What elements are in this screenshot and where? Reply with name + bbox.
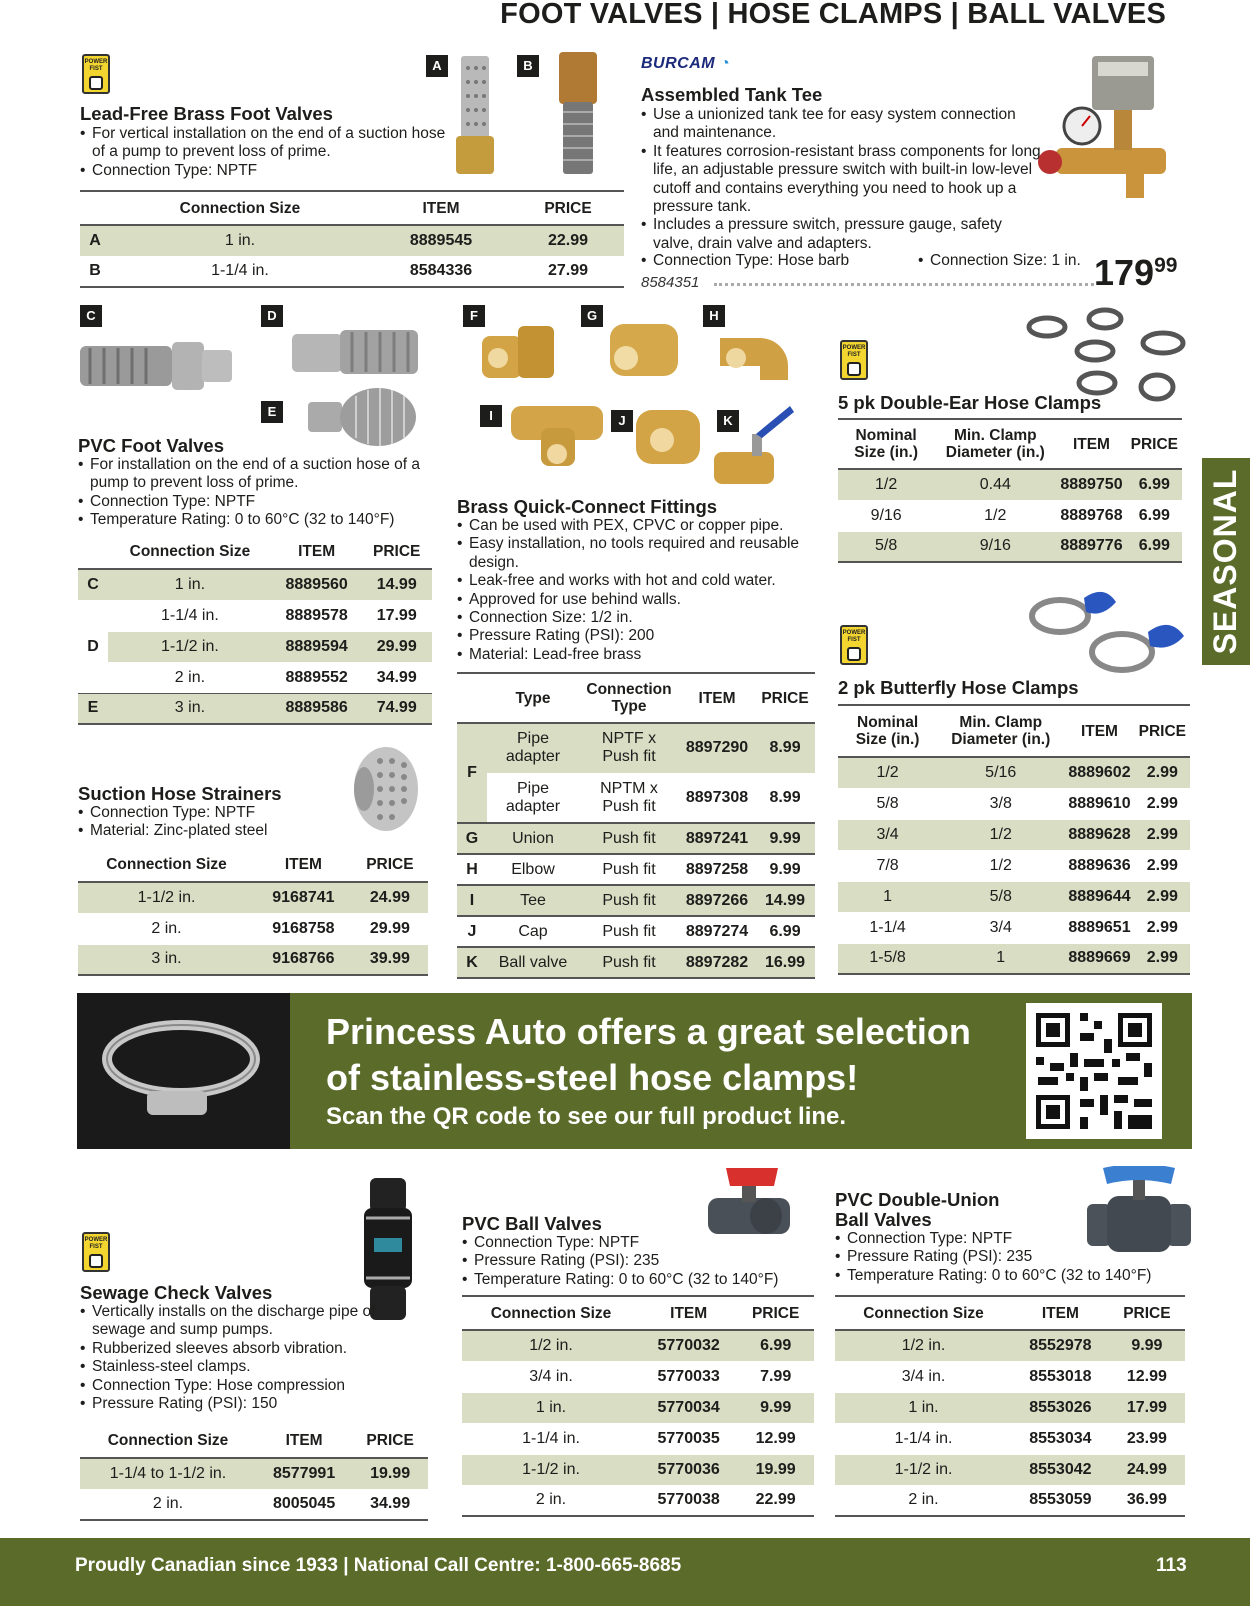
- fitting-h-image: [716, 328, 792, 382]
- pvc-foot-table: Connection Size ITEM PRICE C 1 in. 8889560 14.99 1-1/4 in. 8889578 17.99 D 1-1/2 in. 8889594 29.99 2 in. 8889552 34.99 E 3 in. 8889586 74.99: [78, 535, 432, 725]
- table-row: 5/8 9/16 8889776 6.99: [838, 531, 1182, 562]
- strainers-table: Connection Size ITEM PRICE 1-1/2 in. 9168741 24.99 2 in. 9168758 29.99 3 in. 9168766 39.99: [78, 848, 428, 976]
- table-row: F Pipe adapter NPTF x Push fit 8897290 8.99: [457, 723, 815, 773]
- table-row: K Ball valve Push fit 8897282 16.99: [457, 947, 815, 978]
- section-tab-seasonal[interactable]: [1202, 458, 1250, 665]
- double-ear-table: Nominal Size (in.) Min. Clamp Diameter (in.) ITEM PRICE 1/2 0.44 8889750 6.99 9/16 1/2 8889768 6.99 5/8 9/16 8889776 6.99: [838, 418, 1182, 563]
- table-row: 1-5/8 1 8889669 2.99: [838, 943, 1190, 974]
- label-i: I: [480, 405, 502, 427]
- table-row: 1 in. 5770034 9.99: [462, 1392, 814, 1423]
- quick-table: Type Connection Type ITEM PRICE F Pipe adapter NPTF x Push fit 8897290 8.99 Pipe adapter NPTM x Push fit 8897308 8.99 G Union Push fit 8897241 9.99 H Elbow Push fit 8897258 9.99 I Tee Push fit 8897266 14.99 J Cap Push fit 8897274 6.99 K Ball valve Push fit 8897282 16.99: [457, 672, 815, 979]
- table-row: 1-1/2 in. 9168741 24.99: [78, 882, 428, 913]
- promo-banner[interactable]: [77, 993, 1192, 1149]
- table-row: 1/2 in. 8552978 9.99: [835, 1330, 1185, 1361]
- table-row: 1-1/4 in. 8553034 23.99: [835, 1423, 1185, 1454]
- label-f: F: [463, 305, 485, 327]
- banner-subline: Scan the QR code to see our full product line.: [326, 1103, 847, 1130]
- table-row: 3 in. 9168766 39.99: [78, 944, 428, 975]
- power-fist-logo: POWER FIST: [82, 54, 110, 94]
- brass-foot-table: Connection Size ITEM PRICE A 1 in. 8889545 22.99 B 1-1/4 in. 8584336 27.99: [80, 190, 624, 288]
- tank-tee-conn-size: • Connection Size: 1 in.: [918, 252, 1098, 270]
- table-row: 1-1/4 3/4 8889651 2.99: [838, 912, 1190, 943]
- tank-tee-price: $179^{99}$: [1094, 252, 1178, 293]
- power-fist-logo: POWER FIST: [840, 340, 868, 380]
- butterfly-clamps-image: [1024, 588, 1192, 688]
- table-row: 1-1/4 in. 5770035 12.99: [462, 1423, 814, 1454]
- table-row: 7/8 1/2 8889636 2.99: [838, 850, 1190, 881]
- label-h: H: [703, 305, 725, 327]
- table-row: 2 in. 8553059 36.99: [835, 1485, 1185, 1516]
- sewage-bullets: • Vertically installs on the discharge pipe of sewage and sump pumps. • Rubberized sleeves absorb vibration. • Stainless-steel clamps. • Connection Type: Hose compression • Pressure Rating (PSI): 150: [80, 1303, 380, 1413]
- sewage-title: Sewage Check Valves: [80, 1282, 273, 1303]
- section-tab-label: SEASONAL: [1207, 468, 1243, 655]
- fitting-f-image: [478, 322, 558, 388]
- table-row: 5/8 3/8 8889610 2.99: [838, 788, 1190, 819]
- table-row: 2 in. 8005045 34.99: [80, 1489, 428, 1520]
- pvc-foot-bullets: • For installation on the end of a suction hose of a pump to prevent loss of prime. • Connection Type: NPTF • Temperature Rating: 0 to 60°C (32 to 140°F): [78, 456, 438, 530]
- table-row: H Elbow Push fit 8897258 9.99: [457, 854, 815, 885]
- page-number: 113: [1156, 1555, 1187, 1576]
- label-a: A: [426, 55, 448, 77]
- fitting-j-image: [632, 406, 704, 468]
- label-c: C: [80, 305, 102, 327]
- brass-foot-title: Lead-Free Brass Foot Valves: [80, 103, 333, 124]
- table-row: 3/4 1/2 8889628 2.99: [838, 819, 1190, 850]
- brass-foot-bullets: • For vertical installation on the end of a suction hose of a pump to prevent loss of prime. • Connection Type: NPTF: [80, 125, 452, 180]
- table-row: 1/2 0.44 8889750 6.99: [838, 469, 1182, 500]
- label-k: K: [717, 410, 739, 432]
- table-row: 1-1/2 in. 5770036 19.99: [462, 1454, 814, 1485]
- qr-code-icon[interactable]: [1026, 1003, 1162, 1139]
- strainers-bullets: • Connection Type: NPTF • Material: Zinc-plated steel: [78, 804, 358, 841]
- butterfly-title: 2 pk Butterfly Hose Clamps: [838, 677, 1079, 698]
- tank-tee-conn-type: • Connection Type: Hose barb: [641, 252, 921, 270]
- page-title: FOOT VALVES | HOSE CLAMPS | BALL VALVES: [500, 0, 1166, 30]
- double-ear-title: 5 pk Double-Ear Hose Clamps: [838, 392, 1102, 413]
- hose-clamp-photo: [77, 993, 290, 1149]
- tank-tee-image: [1036, 52, 1174, 202]
- table-row: 1-1/2 in. 8553042 24.99: [835, 1454, 1185, 1485]
- pvc-ball-valve-image: [706, 1164, 792, 1238]
- tank-tee-item: 8584351: [641, 274, 700, 291]
- table-row: 2 in. 9168758 29.99: [78, 913, 428, 944]
- brass-foot-valve-b-image: [553, 52, 603, 176]
- table-row: 1-1/4 to 1-1/2 in. 8577991 19.99: [80, 1458, 428, 1489]
- tank-tee-title: Assembled Tank Tee: [641, 84, 823, 105]
- brass-foot-valve-a-image: [452, 52, 498, 176]
- table-row: 3/4 in. 5770033 7.99: [462, 1361, 814, 1392]
- price-leader-dots: [714, 283, 1094, 286]
- strainers-title: Suction Hose Strainers: [78, 783, 282, 804]
- pvc-ball-table: Connection Size ITEM PRICE 1/2 in. 5770032 6.99 3/4 in. 5770033 7.99 1 in. 5770034 9.99 1-1/4 in. 5770035 12.99 1-1/2 in. 5770036 19.99 2 in. 5770038 22.99: [462, 1295, 814, 1517]
- page-footer: [0, 1538, 1250, 1606]
- pvc-foot-valve-c-image: [80, 336, 232, 394]
- pvc-union-bullets: • Connection Type: NPTF • Pressure Rating (PSI): 235 • Temperature Rating: 0 to 60°C (32 to 140°F): [835, 1230, 1195, 1285]
- table-row: I Tee Push fit 8897266 14.99: [457, 885, 815, 916]
- label-j: J: [611, 410, 633, 432]
- footer-text: Proudly Canadian since 1933 | National Call Centre: 1-800-665-8685: [75, 1555, 682, 1576]
- table-row: Pipe adapter NPTM x Push fit 8897308 8.99: [457, 773, 815, 823]
- pvc-foot-valve-e-image: [308, 386, 416, 448]
- tank-tee-bullets: • Use a unionized tank tee for easy system connection and maintenance. • It features corrosion-resistant brass components for long life, an adjustable pressure switch with built-in low-level cutoff and contains everything you need to hook up a pressure tank. • Includes a pressure switch, pressure gauge, safety valve, drain valve and adapters.: [641, 106, 1041, 253]
- table-row: 9/16 1/2 8889768 6.99: [838, 500, 1182, 531]
- fitting-g-image: [604, 314, 684, 386]
- table-row: 2 in. 5770038 22.99: [462, 1485, 814, 1516]
- table-row: E 3 in. 8889586 74.99: [78, 693, 432, 724]
- label-d: D: [261, 305, 283, 327]
- burcam-logo: BURCAM ◔: [641, 55, 731, 72]
- pvc-ball-title: PVC Ball Valves: [462, 1213, 602, 1234]
- fitting-i-image: [509, 398, 605, 468]
- table-row: 1/2 5/16 8889602 2.99: [838, 757, 1190, 788]
- label-g: G: [581, 305, 603, 327]
- table-row: G Union Push fit 8897241 9.99: [457, 823, 815, 854]
- sewage-table: Connection Size ITEM PRICE 1-1/4 to 1-1/2 in. 8577991 19.99 2 in. 8005045 34.99: [80, 1424, 428, 1521]
- fitting-k-image: [712, 400, 796, 496]
- table-row: 2 in. 8889552 34.99: [78, 662, 432, 693]
- label-b: B: [517, 55, 539, 77]
- pvc-union-table: Connection Size ITEM PRICE 1/2 in. 8552978 9.99 3/4 in. 8553018 12.99 1 in. 8553026 17.99 1-1/4 in. 8553034 23.99 1-1/2 in. 8553042 24.99 2 in. 8553059 36.99: [835, 1295, 1185, 1517]
- sewage-valve-image: [360, 1178, 416, 1320]
- pvc-foot-title: PVC Foot Valves: [78, 435, 224, 456]
- pvc-foot-valve-d-image: [292, 328, 418, 376]
- quick-bullets: • Can be used with PEX, CPVC or copper pipe. • Easy installation, no tools required and reusable design. • Leak-free and works with hot and cold water. • Approved for use behind walls. • Connection Size: 1/2 in. • Pressure Rating (PSI): 200 • Material: Lead-free brass: [457, 517, 827, 664]
- butterfly-table: Nominal Size (in.) Min. Clamp Diameter (in.) ITEM PRICE 1/2 5/16 8889602 2.99 5/8 3/8 8889610 2.99 3/4 1/2 8889628 2.99 7/8 1/2 8889636 2.99 1 5/8 8889644 2.99 1-1/4 3/4 8889651 2.99 1-5/8 1 8889669 2.99: [838, 704, 1190, 975]
- table-row: C 1 in. 8889560 14.99: [78, 569, 432, 600]
- power-fist-logo: POWER FIST: [82, 1232, 110, 1272]
- banner-headline: Princess Auto offers a great selection of stainless-steel hose clamps!: [326, 1011, 971, 1098]
- table-row: D 1-1/2 in. 8889594 29.99: [78, 631, 432, 662]
- table-row: B 1-1/4 in. 8584336 27.99: [80, 256, 624, 287]
- power-fist-logo: POWER FIST: [840, 625, 868, 665]
- pvc-union-title: PVC Double-Union Ball Valves: [835, 1189, 1000, 1230]
- double-ear-clamps-image: [1025, 305, 1195, 405]
- table-row: 3/4 in. 8553018 12.99: [835, 1361, 1185, 1392]
- table-row: 1 5/8 8889644 2.99: [838, 881, 1190, 912]
- label-e: E: [261, 401, 283, 423]
- table-row: 1/2 in. 5770032 6.99: [462, 1330, 814, 1361]
- table-row: A 1 in. 8889545 22.99: [80, 225, 624, 256]
- table-row: 1-1/4 in. 8889578 17.99: [78, 600, 432, 631]
- quick-title: Brass Quick-Connect Fittings: [457, 496, 718, 517]
- table-row: 1 in. 8553026 17.99: [835, 1392, 1185, 1423]
- pvc-ball-bullets: • Connection Type: NPTF • Pressure Rating (PSI): 235 • Temperature Rating: 0 to 60°C (32 to 140°F): [462, 1234, 822, 1289]
- table-row: J Cap Push fit 8897274 6.99: [457, 916, 815, 947]
- strainer-image: [350, 745, 420, 833]
